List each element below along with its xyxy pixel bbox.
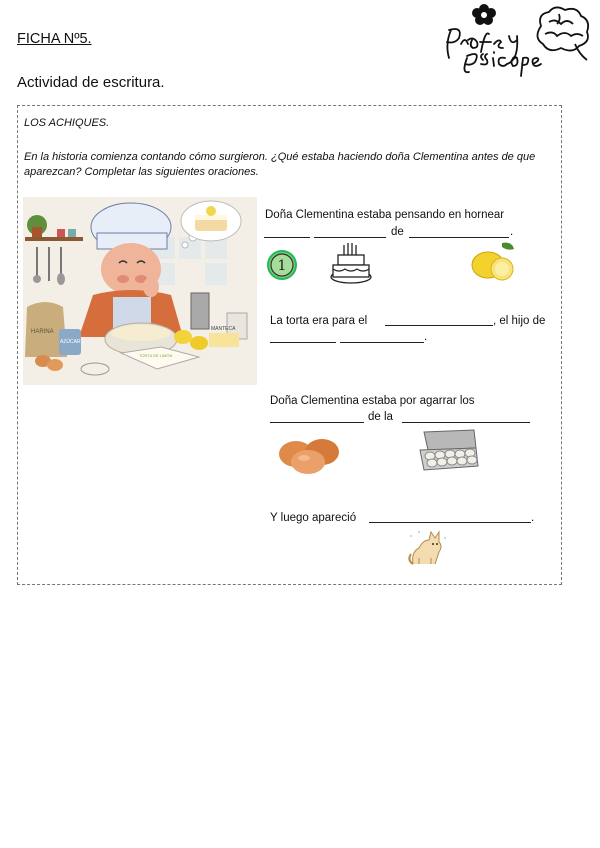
number-one-icon bbox=[266, 249, 298, 281]
sentence-2-part2: , el hijo de bbox=[493, 315, 546, 327]
blank-3a[interactable] bbox=[270, 410, 364, 428]
brand-logo bbox=[437, 0, 593, 78]
sentence-2-text: La torta era para el bbox=[270, 315, 368, 327]
blank-4a[interactable] bbox=[369, 510, 531, 528]
chef-illustration bbox=[23, 197, 257, 385]
butter-label: MANTECA bbox=[211, 326, 236, 332]
cat-icon bbox=[405, 528, 449, 568]
flour-sack-label: HARINA bbox=[31, 329, 54, 335]
birthday-cake-icon bbox=[330, 241, 372, 285]
story-title: LOS ACHIQUES. bbox=[24, 117, 110, 129]
sentence-1-text: Doña Clementina estaba pensando en hornear bbox=[265, 209, 505, 221]
lemon-icon bbox=[470, 239, 518, 285]
blank-1a[interactable] bbox=[264, 225, 310, 243]
eggs-icon bbox=[276, 432, 342, 476]
egg-carton-icon bbox=[418, 426, 480, 476]
book-label: TORTA DE LIMÓN bbox=[139, 353, 173, 358]
strawberry-logo-icon bbox=[472, 4, 496, 25]
sentence-3-part2: de la bbox=[368, 411, 393, 423]
sentence-4-end: . bbox=[531, 512, 535, 524]
instructions-text: En la historia comienza contando cómo surgieron. ¿Qué estaba haciendo doña Clementina antes de que aparezcan? Completar las siguientes oraciones. bbox=[24, 151, 536, 178]
blank-2c[interactable] bbox=[340, 330, 424, 348]
number-one-label: 1 bbox=[277, 258, 287, 274]
sentence-1-end: . bbox=[510, 226, 514, 238]
sentence-1-de: de bbox=[391, 226, 404, 238]
sentence-4-text: Y luego apareció bbox=[270, 512, 357, 524]
blank-2a[interactable] bbox=[385, 313, 493, 331]
sentence-2-end: . bbox=[424, 331, 428, 343]
blank-2b[interactable] bbox=[270, 330, 336, 348]
sugar-jar-label: AZÚCAR bbox=[60, 339, 81, 345]
chef-illustration-icon bbox=[23, 197, 257, 385]
brain-icon bbox=[537, 7, 588, 60]
sentence-3-text: Doña Clementina estaba por agarrar los bbox=[270, 395, 475, 407]
worksheet-number: FICHA Nº5. bbox=[17, 31, 92, 47]
activity-subtitle: Actividad de escritura. bbox=[17, 74, 165, 91]
